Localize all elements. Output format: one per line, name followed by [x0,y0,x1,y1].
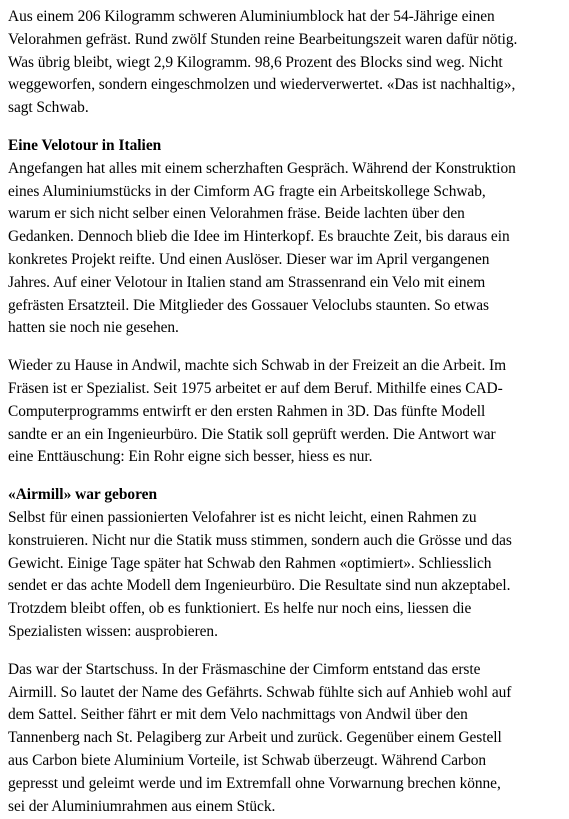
text-line: Was übrig bleibt, wiegt 2,9 Kilogramm. 98,6 Prozent des Blocks sind weg. Nicht [8,53,503,71]
text-line: eine Enttäuschung: Ein Rohr eigne sich besser, hiess es nur. [8,448,373,466]
paragraph-andwil [8,355,561,469]
text-line: warum er sich nicht selber einen Velorahmen fräse. Beide lachten über den [8,205,465,223]
text-line: Computerprogramms entwirft er den ersten Rahmen in 3D. Das fünfte Modell [8,402,486,420]
text-line: Velorahmen gefräst. Rund zwölf Stunden reine Bearbeitungszeit waren dafür nötig. [8,30,518,48]
text-line: dem Sattel. Seither fährt er mit dem Velo nachmittags von Andwil über den [8,706,468,724]
text-line: Wieder zu Hause in Andwil, machte sich Schwab in der Freizeit an die Arbeit. Im [8,357,507,375]
paragraph-startschuss [8,659,561,819]
paragraph-intro [8,6,561,120]
text-line: Selbst für einen passionierten Velofahrer ist es nicht leicht, einen Rahmen zu [8,508,477,526]
text-line: konkretes Projekt reifte. Und einen Auslöser. Dieser war im April vergangenen [8,250,490,268]
text-line: aus Carbon biete Aluminium Vorteile, ist Schwab überzeugt. Während Carbon [8,751,487,769]
text-line: konstruieren. Nicht nur die Statik muss stimmen, sondern auch die Grösse und das [8,531,512,549]
text-line: Trotzdem bleibt offen, ob es funktioniert. Es helfe nur noch eins, liessen die [8,600,472,618]
paragraph-velotour [8,158,561,340]
text-line: hatten sie noch nie gesehen. [8,319,179,337]
text-line: Gedanken. Dennoch blieb die Idee im Hinterkopf. Es brauchte Zeit, bis daraus ein [8,228,510,246]
section-heading-airmill: «Airmill» war geboren [8,486,158,504]
text-line: weggeworfen, sondern eingeschmolzen und wiederverwertet. «Das ist nachhaltig», [8,76,516,94]
text-line: sei der Aluminiumrahmen aus einem Stück. [8,797,276,815]
text-line: Fräsen ist er Spezialist. Seit 1975 arbeitet er auf dem Beruf. Mithilfe eines CAD- [8,379,503,397]
section-heading-velotour: Eine Velotour in Italien [8,136,162,154]
text-line: sagt Schwab. [8,99,89,117]
text-line: sendet er das achte Modell dem Ingenieurbüro. Die Resultate sind nun akzeptabel. [8,577,511,595]
text-line: Gewicht. Einige Tage später hat Schwab den Rahmen «optimiert». Schliesslich [8,554,492,572]
text-line: eines Aluminiumstücks in der Cimform AG fragte ein Arbeitskollege Schwab, [8,182,486,200]
text-line: Jahres. Auf einer Velotour in Italien stand am Strassenrand ein Velo mit einem [8,273,486,291]
text-line: Airmill. So lautet der Name des Gefährts. Schwab fühlte sich auf Anhieb wohl auf [8,683,512,701]
paragraph-rahmen [8,507,561,644]
text-line: Angefangen hat alles mit einem scherzhaften Gespräch. Während der Konstruktion [8,159,516,177]
text-line: Aus einem 206 Kilogramm schweren Aluminiumblock hat der 54-Jährige einen [8,8,495,25]
text-line: gepresst und geleimt werde und im Extremfall ohne Vorwarnung brechen könne, [8,774,501,792]
text-line: Spezialisten wissen: ausprobieren. [8,622,218,640]
text-line: sandte er an ein Ingenieurbüro. Die Statik soll geprüft werden. Die Antwort war [8,425,496,443]
text-line: gefrästen Ersatzteil. Die Mitglieder des Gossauer Veloclubs staunten. So etwas [8,296,489,314]
text-line: Das war der Startschuss. In der Fräsmaschine der Cimform entstand das erste [8,660,481,678]
text-line: Tannenberg nach St. Pelagiberg zur Arbeit und zurück. Gegenüber einem Gestell [8,729,502,747]
